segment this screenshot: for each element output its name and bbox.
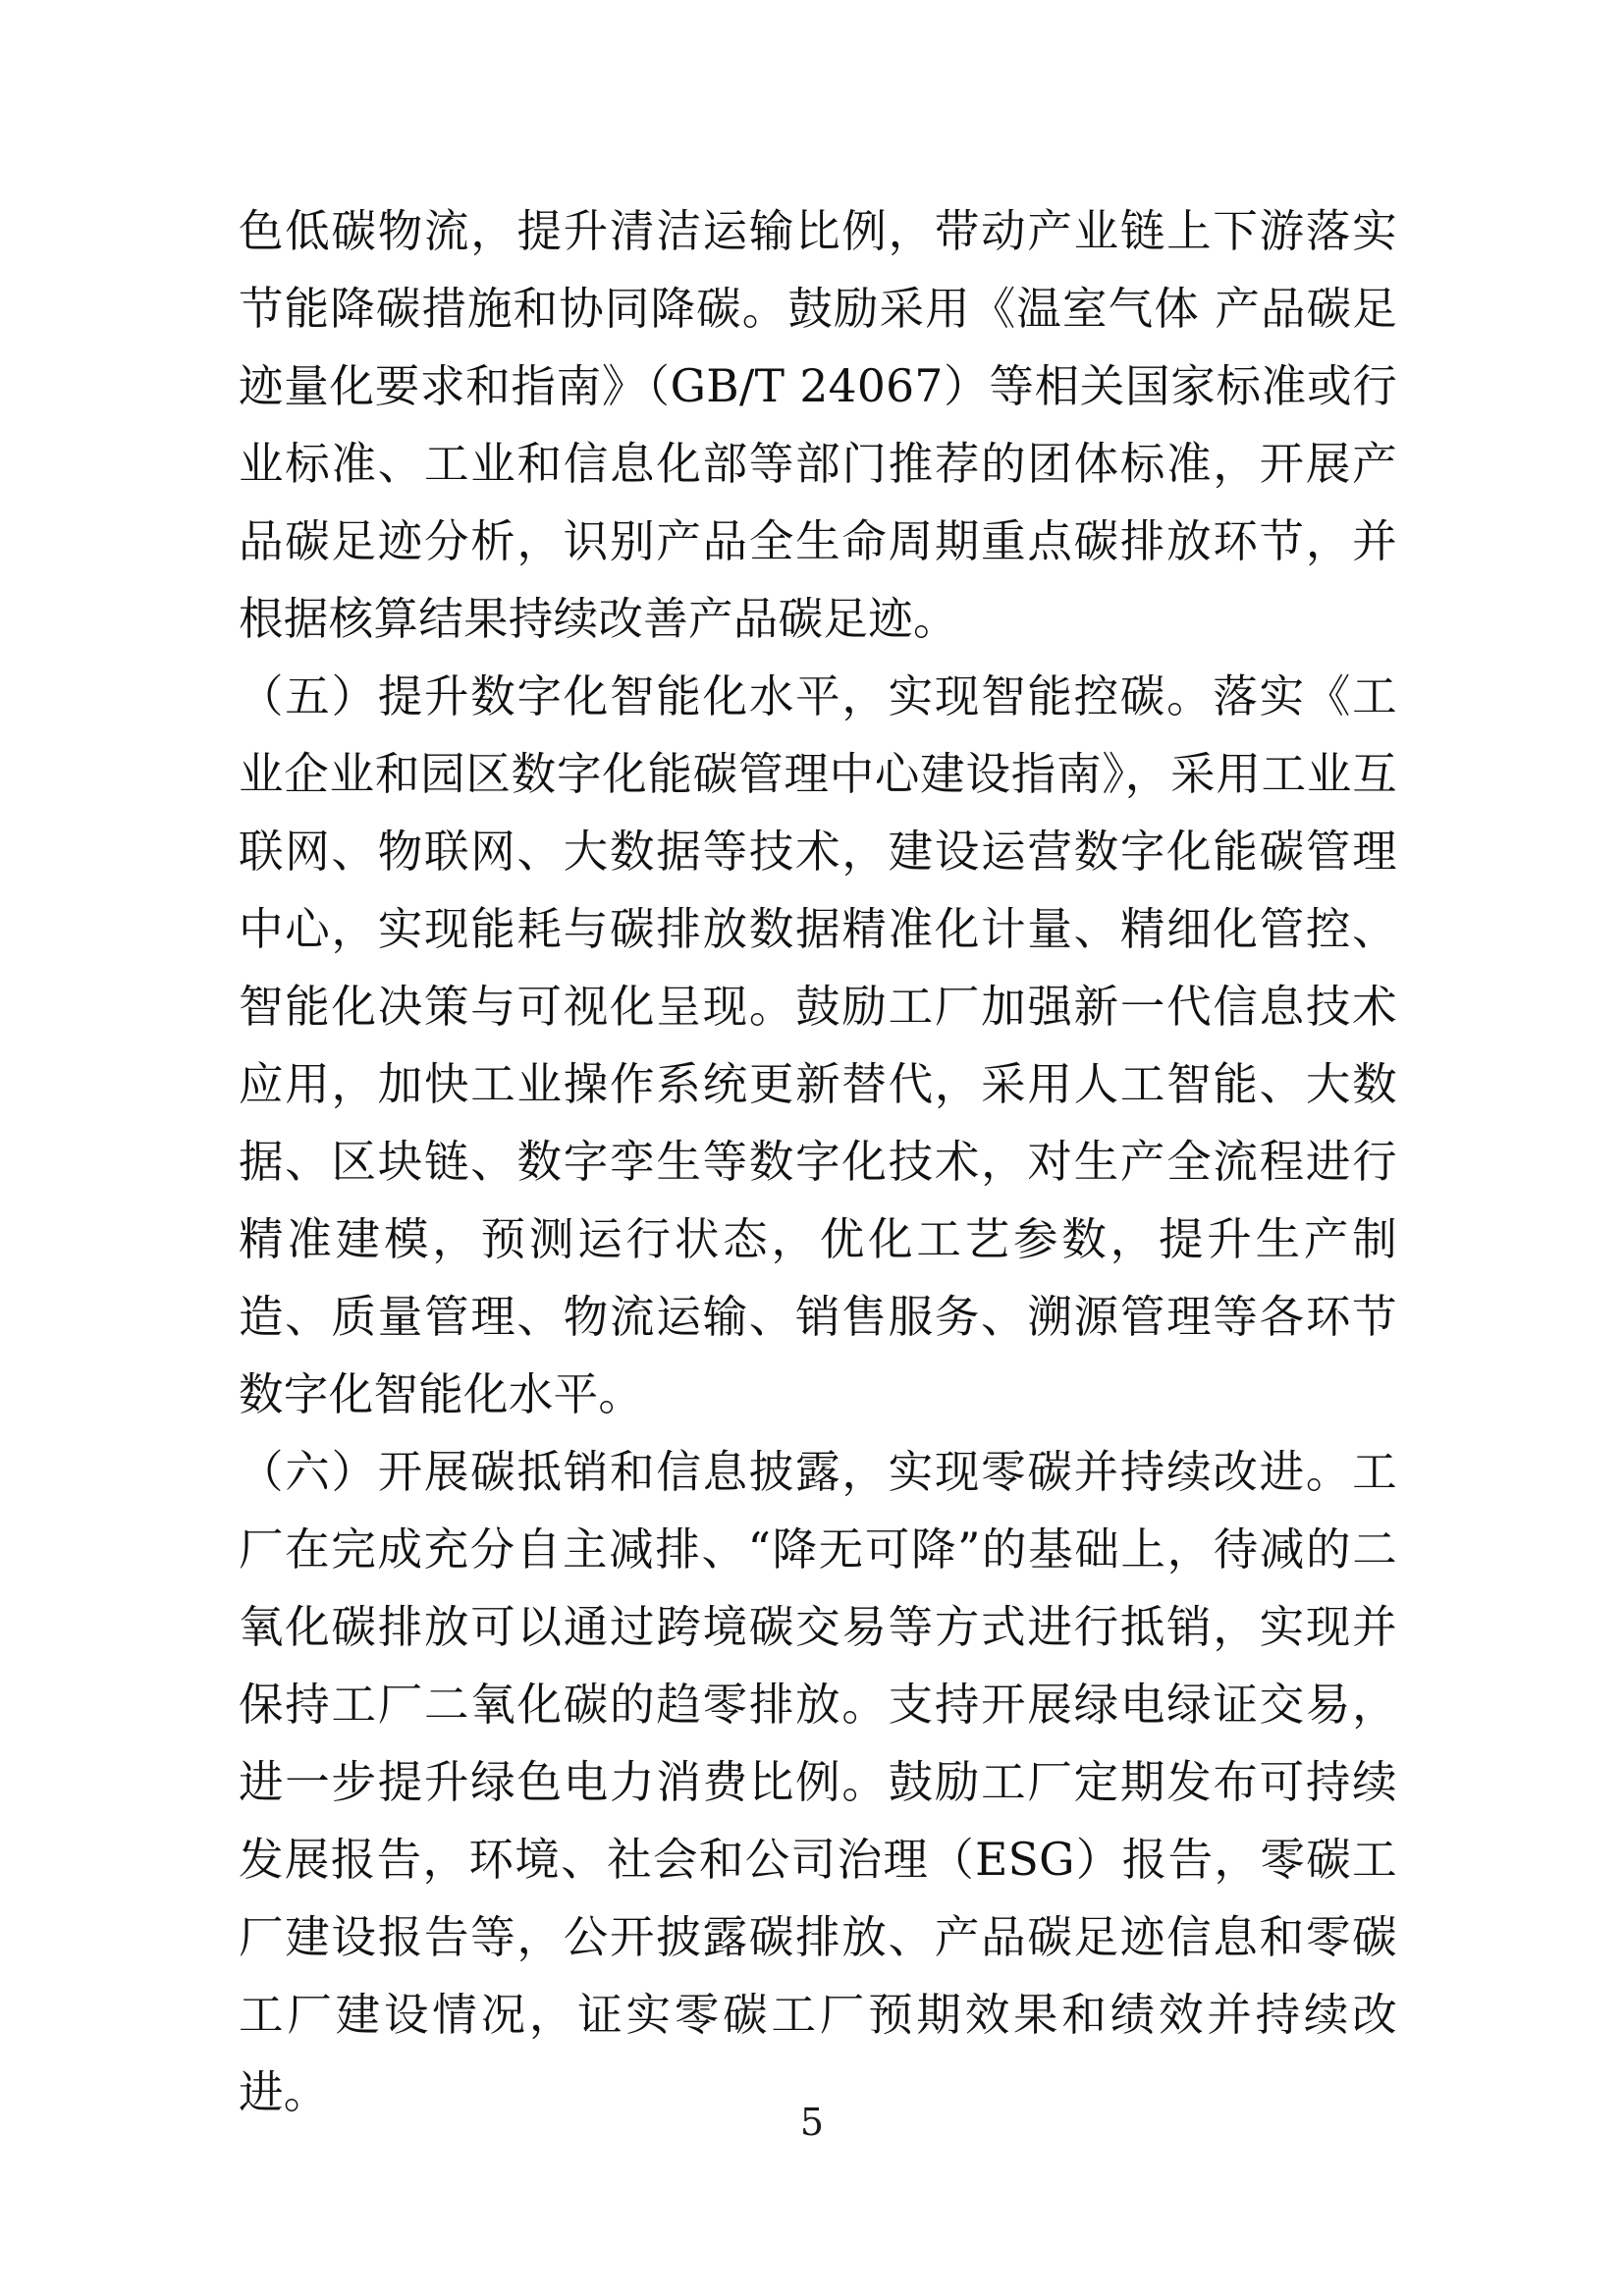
paragraph-section-six: （六）开展碳抵销和信息披露，实现零碳并持续改进。工厂在完成充分自主减排、“降无可降”的基础上，待减的二氧化碳排放可以通过跨境碳交易等方式进行抵销，实现并保持工厂二氧化碳的趋零排放。支持开展绿电绿证交易，进一步提升绿色电力消费比例。鼓励工厂定期发布可持续发展报告，环境、社会和公司治理（ESG）报告，零碳工厂建设报告等，公开披露碳排放、产品碳足迹信息和零碳工厂建设情况，证实零碳工厂预期效果和绩效并持续改进。 (239, 1446, 1397, 2118)
paragraph-green-logistics-continued: 色低碳物流，提升清洁运输比例，带动产业链上下游落实节能降碳措施和协同降碳。鼓励采用《温室气体 产品碳足迹量化要求和指南》（GB/T 24067）等相关国家标准或行业标准、工业和信息化部等部门推荐的团体标准，开展产品碳足迹分析，识别产品全生命周期重点碳排放环节，并根据核算结果持续改善产品碳足迹。 (239, 205, 1397, 645)
page-body (239, 192, 1397, 2131)
paragraph-section-five: （五）提升数字化智能化水平，实现智能控碳。落实《工业企业和园区数字化能碳管理中心建设指南》，采用工业互联网、物联网、大数据等技术，建设运营数字化能碳管理中心，实现能耗与碳排放数据精准化计量、精细化管控、智能化决策与可视化呈现。鼓励工厂加强新一代信息技术应用，加快工业操作系统更新替代，采用人工智能、大数据、区块链、数字孪生等数字化技术，对生产全流程进行精准建模，预测运行状态，优化工艺参数，提升生产制造、质量管理、物流运输、销售服务、溯源管理等各环节数字化智能化水平。 (239, 670, 1397, 1420)
page-number: 5 (799, 2101, 825, 2144)
